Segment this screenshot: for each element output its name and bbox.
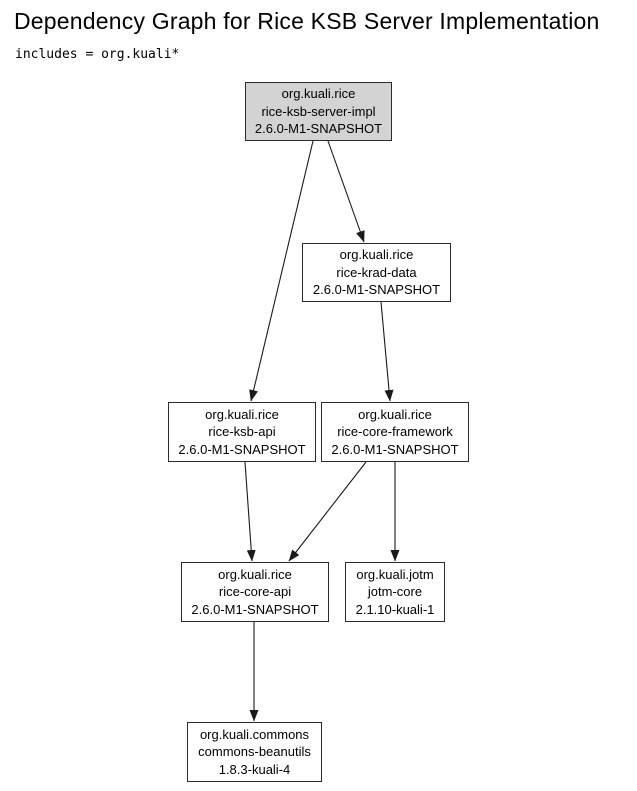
node-artifact-id: commons-beanutils <box>198 744 311 760</box>
node-group-id: org.kuali.rice <box>205 406 279 422</box>
node-artifact-id: rice-krad-data <box>336 264 417 280</box>
node-group-id: org.kuali.rice <box>339 247 414 263</box>
node-group-id: org.kuali.jotm <box>356 566 434 582</box>
node-version: 2.6.0-M1-SNAPSHOT <box>191 601 319 617</box>
node-artifact-id: rice-core-framework <box>337 424 453 440</box>
node-artifact-id: rice-ksb-server-impl <box>261 103 376 119</box>
edge-rice-ksb-api-to-rice-core-api <box>245 462 252 561</box>
node-artifact-id: rice-ksb-api <box>208 424 276 440</box>
node-artifact-id: rice-core-api <box>218 584 292 600</box>
edge-rice-ksb-server-impl-to-rice-krad-data <box>328 141 364 242</box>
node-jotm-core <box>345 562 445 622</box>
node-group-id: org.kuali.rice <box>358 406 432 422</box>
includes-filter-label: includes = org.kuali* <box>15 47 180 62</box>
node-rice-core-api <box>181 562 329 622</box>
node-version: 2.6.0-M1-SNAPSHOT <box>254 121 383 137</box>
node-version: 2.1.10-kuali-1 <box>355 601 435 617</box>
node-version: 2.6.0-M1-SNAPSHOT <box>312 282 441 298</box>
node-rice-core-framework <box>321 402 469 462</box>
node-rice-ksb-server-impl <box>245 82 392 141</box>
edge-rice-krad-data-to-rice-core-framework <box>381 302 390 401</box>
node-artifact-id: jotm-core <box>367 584 423 600</box>
node-group-id: org.kuali.rice <box>281 86 356 102</box>
node-rice-krad-data <box>302 243 451 302</box>
node-version: 2.6.0-M1-SNAPSHOT <box>178 441 306 457</box>
node-group-id: org.kuali.commons <box>199 726 310 742</box>
node-commons-beanutils <box>187 722 322 782</box>
node-group-id: org.kuali.rice <box>218 566 292 582</box>
edge-rice-core-framework-to-rice-core-api <box>289 462 366 561</box>
node-version: 1.8.3-kuali-4 <box>218 761 291 777</box>
page-title: Dependency Graph for Rice KSB Server Implementation <box>14 8 600 34</box>
node-rice-ksb-api <box>168 402 316 462</box>
node-version: 2.6.0-M1-SNAPSHOT <box>331 441 459 457</box>
